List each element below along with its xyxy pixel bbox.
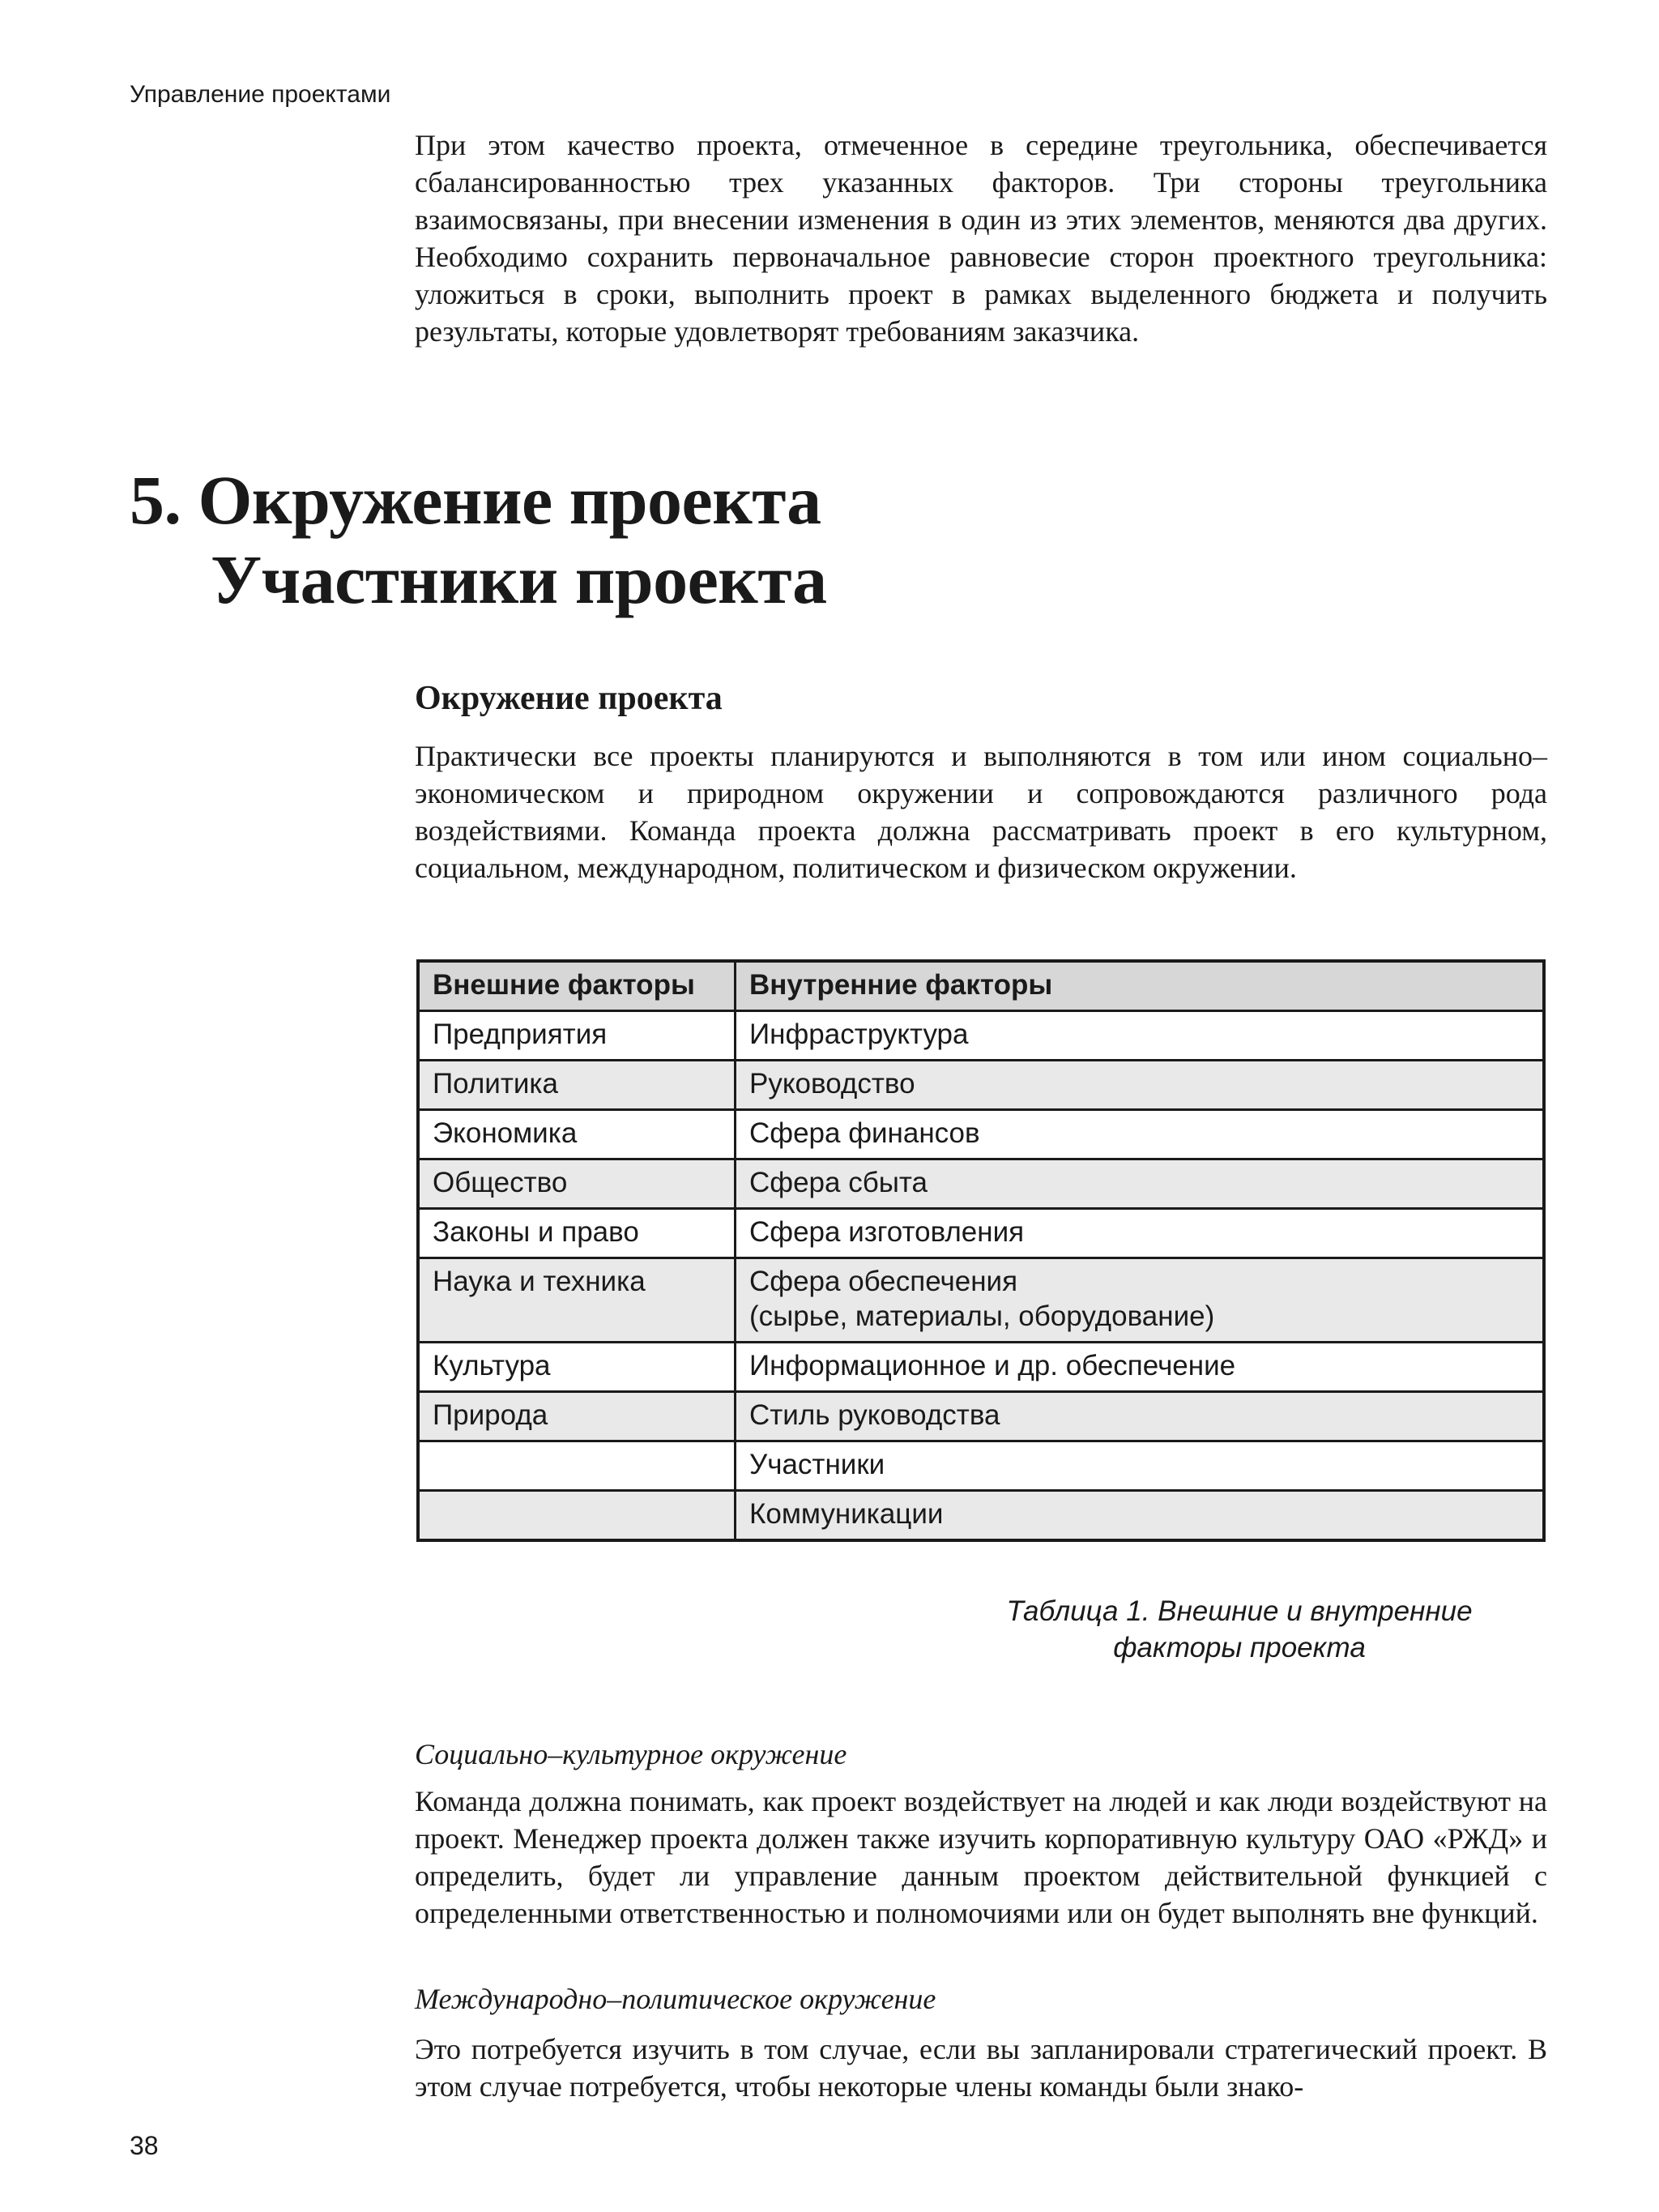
cell-external: Предприятия [418, 1011, 736, 1061]
cell-internal-line2: (сырье, материалы, оборудование) [749, 1300, 1215, 1332]
table-caption [956, 1593, 1523, 1666]
intro-paragraph: При этом качество проекта, отмеченное в середине треугольника, обеспечивается сбалансированностью трех указанных факторов. Три стороны треугольника взаимосвязаны, при внесении изменения в один из этих элементов, меняются два других. Необходимо сохранить первоначальное равновесие сторон проектного треугольника: уложиться в сроки, выполнить проект в рамках выделенного бюджета и получить результаты, которые удовлетворят требованиям заказчика. [415, 129, 1547, 348]
table-header-row [418, 961, 1544, 1011]
international-paragraph: Это потребуется изучить в том случае, если вы запланировали стратегический проект. В этом случае потребуется, чтобы некоторые члены команды были знако- [415, 2033, 1547, 2103]
cell-internal: Руководство [736, 1061, 1545, 1110]
factors-table [416, 959, 1546, 1542]
header-internal: Внутренние факторы [736, 961, 1545, 1011]
cell-internal: Сфера сбыта [736, 1159, 1545, 1209]
table-caption-line1: Таблица 1. Внешние и внутренние [1006, 1595, 1473, 1627]
section-paragraph: Практически все проекты планируются и выполняются в том или ином социально–экономическом и природном окружении и сопровождаются различного рода воздействиями. Команда проекта должна рассматривать проект в его культурном, социальном, международном, политическом и физическом окружении. [415, 740, 1547, 884]
cell-internal: Инфраструктура [736, 1011, 1545, 1061]
cell-external: Законы и право [418, 1209, 736, 1258]
cell-internal: Сфера изготовления [736, 1209, 1545, 1258]
section-heading: Окружение проекта [415, 680, 723, 717]
cell-external: Общество [418, 1159, 736, 1209]
page-number: 38 [130, 2131, 159, 2160]
table-row [418, 1110, 1544, 1159]
table-row [418, 1061, 1544, 1110]
social-heading-block [415, 1736, 1547, 1773]
table-row [418, 1209, 1544, 1258]
international-heading: Международно–политическое окружение [415, 1983, 936, 2015]
cell-external: Наука и техника [418, 1258, 736, 1343]
cell-external: Культура [418, 1343, 736, 1392]
cell-external: Экономика [418, 1110, 736, 1159]
cell-internal: Сфера финансов [736, 1110, 1545, 1159]
table-row [418, 1159, 1544, 1209]
running-head: Управление проектами [130, 81, 391, 108]
cell-internal: Информационное и др. обеспечение [736, 1343, 1545, 1392]
header-external: Внешние факторы [418, 961, 736, 1011]
international-heading-block [415, 1980, 1547, 2018]
cell-internal [736, 1258, 1545, 1343]
table-row [418, 1343, 1544, 1392]
cell-internal: Коммуникации [736, 1491, 1545, 1541]
social-heading: Социально–культурное окружение [415, 1738, 847, 1770]
chapter-title [130, 460, 827, 619]
chapter-title-line2: Участники проекта [211, 540, 827, 618]
table-row [418, 1441, 1544, 1491]
international-block [415, 2031, 1547, 2105]
table-caption-line2: факторы проекта [1113, 1632, 1366, 1663]
cell-internal: Участники [736, 1441, 1545, 1491]
cell-internal-line1: Сфера обеспечения [749, 1266, 1018, 1297]
cell-external: Политика [418, 1061, 736, 1110]
cell-internal: Стиль руководства [736, 1392, 1545, 1441]
cell-external [418, 1441, 736, 1491]
cell-external [418, 1491, 736, 1541]
cell-external: Природа [418, 1392, 736, 1441]
table-row [418, 1392, 1544, 1441]
table-row [418, 1258, 1544, 1343]
intro-block [415, 126, 1547, 350]
social-paragraph: Команда должна понимать, как проект воздействует на людей и как люди воздействуют на проект. Менеджер проекта должен также изучить корпоративную культуру ОАО «РЖД» и определить, будет ли управление данным проектом действительной функцией с определенными ответственностью и полномочиями или он будет выполнять вне функций. [415, 1785, 1547, 1929]
social-block [415, 1783, 1547, 1932]
table-row [418, 1491, 1544, 1541]
section-block [415, 737, 1547, 886]
table-row [418, 1011, 1544, 1061]
chapter-title-line1: 5. Окружение проекта [130, 461, 821, 539]
